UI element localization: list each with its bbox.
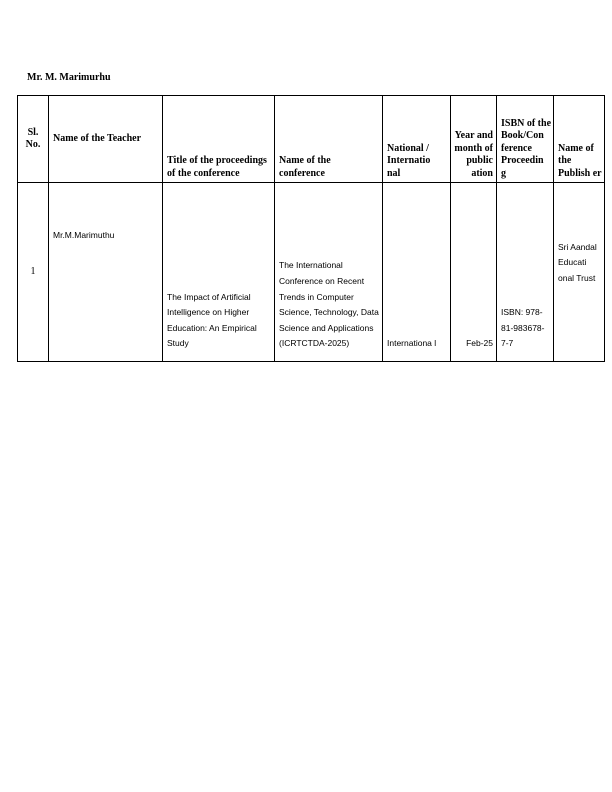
cell-conference-name: The International Conference on Recent Trends in Computer Science, Technology, Data Science and Applications (ICRTCTDA-2025) <box>275 183 383 362</box>
header-row <box>18 96 605 183</box>
cell-proceedings-title: The Impact of Artificial Intelligence on Higher Education: An Empirical Study <box>163 183 275 362</box>
cell-isbn: ISBN: 978-81-983678-7-7 <box>497 183 554 362</box>
cell-teacher-name: Mr.M.Marimuthu <box>49 183 163 362</box>
page-heading: Mr. M. Marimurhu <box>27 72 111 83</box>
header-publisher: Name of the Publish er <box>554 96 605 183</box>
cell-sl-no: 1 <box>18 183 49 362</box>
header-sl-no: Sl. No. <box>18 96 49 183</box>
header-national-international: National / Internatio nal <box>383 96 451 183</box>
header-isbn: ISBN of the Book/Con ference Proceedin g <box>497 96 554 183</box>
header-conference-name: Name of the conference <box>275 96 383 183</box>
cell-publisher: Sri Aandal Educati onal Trust <box>554 183 605 362</box>
header-proceedings-title: Title of the proceedings of the conference <box>163 96 275 183</box>
cell-year-month: Feb-25 <box>451 183 497 362</box>
header-teacher-name: Name of the Teacher <box>49 96 163 183</box>
header-year-month: Year and month of public ation <box>451 96 497 183</box>
table-row <box>18 183 605 362</box>
proceedings-table <box>17 95 605 362</box>
cell-national-international: Internationa l <box>383 183 451 362</box>
